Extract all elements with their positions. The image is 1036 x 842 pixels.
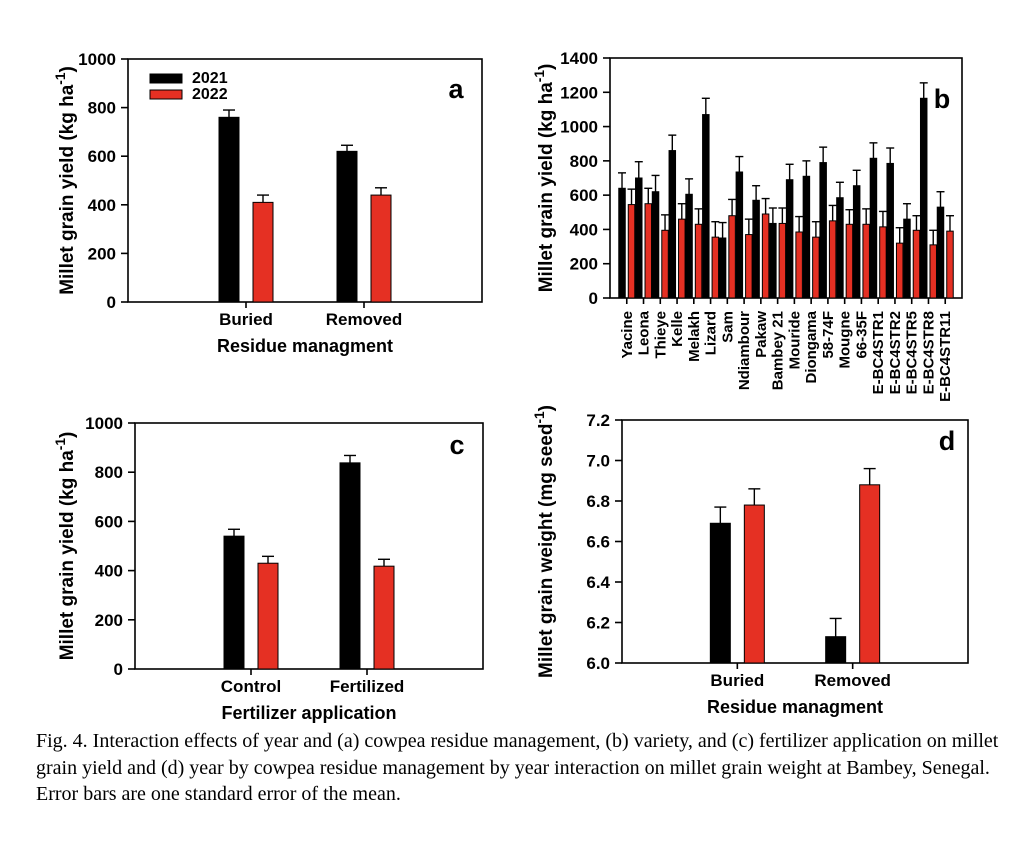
bar	[896, 243, 903, 298]
legend-label: 2021	[192, 70, 228, 87]
bar	[846, 224, 853, 298]
bar	[662, 230, 669, 298]
category-label: Sam	[719, 311, 737, 343]
bar	[829, 221, 836, 298]
y-tick-label: 1000	[560, 117, 598, 137]
bar	[860, 485, 880, 663]
bar	[744, 505, 764, 663]
bar	[786, 180, 793, 298]
category-label: Control	[220, 677, 282, 696]
bar	[337, 151, 357, 302]
y-tick-label: 1200	[560, 83, 598, 103]
bar	[712, 237, 719, 298]
category-label: E-BC4STR8	[920, 311, 938, 395]
y-tick-label: 200	[87, 244, 116, 264]
bar	[796, 232, 803, 298]
y-tick-label: 400	[94, 561, 123, 581]
category-label: Bambey 21	[769, 311, 787, 391]
chart-panel-c	[28, 398, 504, 734]
y-axis-title: Millet grain weight (mg seed$^{-1}$)	[532, 405, 557, 678]
bar	[652, 192, 659, 298]
bar	[253, 202, 273, 302]
category-label: Ndiambour	[736, 311, 754, 391]
bar	[371, 195, 391, 302]
y-tick-label: 7.0	[586, 451, 610, 471]
bar	[813, 237, 820, 298]
bar	[913, 230, 920, 298]
category-label: Buried	[219, 310, 273, 329]
y-axis-title: Millet grain yield (kg $ha^{-1}$)	[53, 431, 78, 661]
bar	[937, 207, 944, 298]
panel-letter: c	[449, 430, 465, 460]
y-tick-label: 6.8	[586, 492, 610, 511]
bar	[619, 188, 626, 298]
bar	[870, 158, 877, 298]
bar	[837, 198, 844, 298]
category-label: Melakh	[685, 311, 703, 362]
category-label: Diongama	[803, 311, 821, 384]
legend-swatch	[150, 90, 182, 99]
chart-panel-a	[28, 18, 504, 392]
x-axis-title: Fertilizer application	[221, 703, 397, 723]
bar	[930, 245, 937, 298]
chart-svg-b	[518, 18, 1036, 430]
category-label: E-BC4STR5	[903, 311, 921, 395]
chart-panel-b	[518, 18, 1036, 430]
bar	[779, 223, 786, 298]
y-tick-label: 6.2	[586, 613, 610, 633]
y-tick-label: 600	[569, 186, 598, 206]
category-label: Kelle	[669, 311, 687, 347]
bar	[703, 115, 710, 298]
panel-letter: d	[938, 426, 956, 456]
bar	[669, 151, 676, 298]
bar	[820, 163, 827, 298]
bar	[340, 463, 360, 669]
category-label: Lizard	[702, 311, 720, 356]
y-tick-label: 600	[94, 512, 123, 532]
bar	[679, 219, 686, 298]
chart-svg-c	[28, 398, 504, 734]
bar	[863, 224, 870, 298]
chart-svg-d	[518, 398, 1036, 734]
y-tick-label: 600	[87, 147, 116, 167]
figure-caption: Fig. 4. Interaction effects of year and (a) cowpea residue management, (b) variety, and (c) fertilizer application on millet grain yield and (d) year by cowpea residue management by year interaction on millet grain weight at Bambey, Senegal. Error bars are one standard error of the mean.	[36, 730, 999, 805]
y-axis-title: Millet grain yield (kg $ha^{-1}$)	[53, 66, 78, 295]
bar	[880, 227, 887, 298]
bar	[826, 637, 846, 663]
bar	[762, 214, 769, 298]
y-tick-label: 1400	[560, 49, 598, 68]
plot-frame	[622, 420, 968, 663]
bar	[695, 224, 702, 298]
bar	[710, 523, 730, 663]
bar	[947, 231, 954, 298]
bar	[374, 566, 394, 669]
bar	[258, 563, 278, 669]
bar	[628, 205, 635, 298]
y-tick-label: 0	[106, 293, 116, 312]
bar	[887, 163, 894, 298]
chart-svg-a	[28, 18, 504, 392]
y-tick-label: 1000	[85, 414, 123, 433]
bar	[920, 98, 927, 298]
category-label: Removed	[325, 310, 403, 329]
y-tick-label: 800	[87, 98, 116, 118]
bar	[853, 186, 860, 298]
category-label: Mougne	[836, 311, 854, 369]
category-label: 66-35F	[853, 311, 871, 359]
panel-letter: b	[933, 84, 951, 114]
bar	[645, 204, 652, 298]
y-tick-label: 7.2	[586, 411, 610, 430]
category-label: Thieye	[652, 311, 670, 359]
x-axis-title: Residue managment	[216, 336, 394, 356]
bar	[224, 536, 244, 669]
category-label: Fertilized	[329, 677, 405, 696]
bar	[770, 223, 777, 298]
bar	[746, 235, 753, 298]
bar	[636, 178, 643, 298]
y-tick-label: 6.0	[586, 654, 610, 673]
category-label: E-BC4STR2	[886, 311, 904, 395]
category-label: E-BC4STR1	[870, 311, 888, 395]
y-tick-label: 0	[113, 660, 123, 679]
bar	[719, 238, 726, 298]
bar	[219, 117, 239, 302]
plot-frame	[135, 423, 483, 669]
bar	[729, 216, 736, 298]
category-label: Leona	[635, 311, 653, 356]
bar	[686, 194, 693, 298]
bar	[803, 176, 810, 298]
y-tick-label: 0	[588, 289, 598, 308]
legend-swatch	[150, 74, 182, 83]
bar	[753, 200, 760, 298]
y-tick-label: 1000	[78, 50, 116, 69]
category-label: Pakaw	[752, 311, 770, 358]
y-tick-label: 200	[94, 610, 123, 630]
category-label: Yacine	[618, 311, 636, 359]
x-axis-title: Residue managment	[706, 697, 884, 717]
category-label: Buried	[710, 671, 765, 690]
category-label: 58-74F	[819, 311, 837, 359]
y-tick-label: 6.6	[586, 532, 610, 552]
y-tick-label: 400	[87, 195, 116, 215]
y-tick-label: 200	[569, 254, 598, 274]
y-tick-label: 6.4	[586, 573, 610, 592]
category-label: E-BC4STR11	[937, 311, 955, 402]
y-axis-title: Millet grain yield (kg $ha^{-1}$)	[532, 63, 557, 293]
category-label: Removed	[814, 671, 891, 690]
y-tick-label: 800	[94, 463, 123, 483]
bar	[904, 219, 911, 298]
legend-label: 2022	[192, 86, 228, 103]
chart-panel-d	[518, 398, 1036, 734]
category-label: Mouride	[786, 311, 804, 370]
y-tick-label: 800	[569, 151, 598, 171]
panel-letter: a	[448, 74, 464, 104]
y-tick-label: 400	[569, 220, 598, 240]
bar	[736, 172, 743, 298]
